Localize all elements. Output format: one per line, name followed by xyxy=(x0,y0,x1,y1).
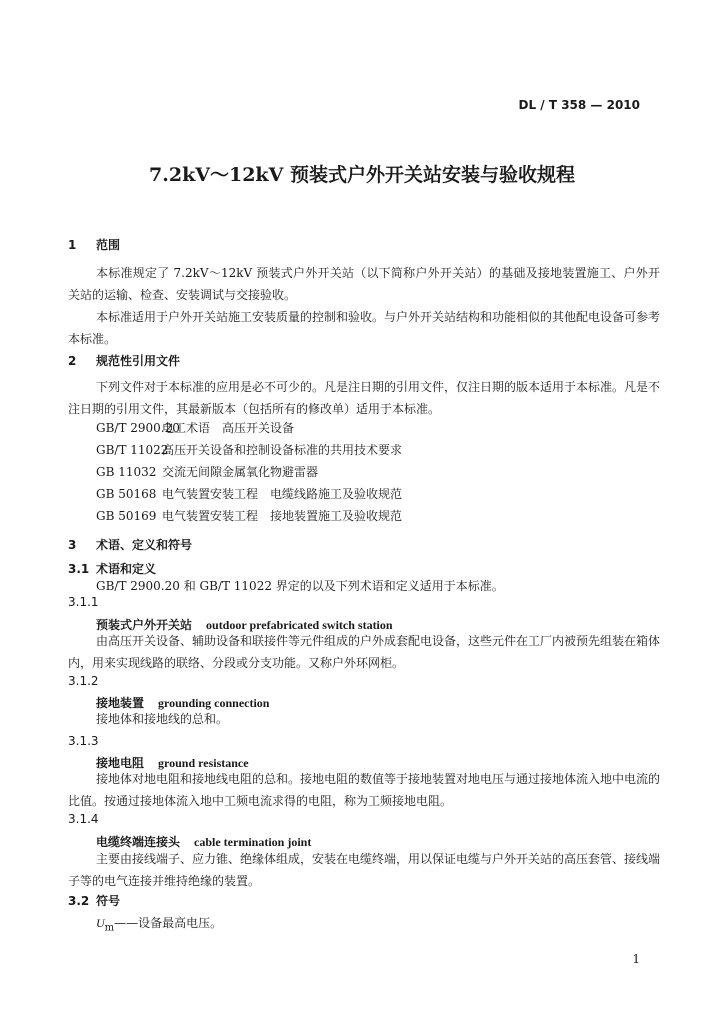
document-title: 7.2kV～12kV 预装式户外开关站安装与验收规程 xyxy=(149,164,575,186)
section-3-2-heading xyxy=(68,892,120,909)
term-definition xyxy=(68,630,660,674)
section-number: 3.1 xyxy=(68,562,90,576)
term-zh: 电缆终端连接头 xyxy=(96,835,181,849)
symbol-description: ——设备最高电压。 xyxy=(114,916,223,930)
term-zh: 接地装置 xyxy=(96,696,145,710)
section-1-heading xyxy=(68,236,120,253)
section-title: 术语、定义和符号 xyxy=(96,538,193,552)
reference-code: GB/T 11022 xyxy=(96,443,169,457)
section-3-1-body xyxy=(68,575,660,597)
symbol-subscript: m xyxy=(104,922,115,934)
paragraph: 接地体和接地线的总和。 xyxy=(96,712,229,726)
section-3-heading xyxy=(68,536,192,553)
term-en: cable termination joint xyxy=(194,835,312,849)
term-number: 3.1.3 xyxy=(68,734,99,748)
symbol-definition xyxy=(96,914,222,933)
section-number: 3.2 xyxy=(68,894,90,908)
section-2-heading xyxy=(68,352,180,369)
term-number: 3.1.2 xyxy=(68,674,99,688)
section-title: 范围 xyxy=(96,238,121,252)
standard-code: DL / T 358 — 2010 xyxy=(518,98,640,112)
section-title: 术语和定义 xyxy=(96,562,157,576)
reference-item xyxy=(96,419,294,436)
reference-item xyxy=(96,441,402,458)
reference-code: GB 50168 xyxy=(96,487,157,501)
reference-item xyxy=(96,507,402,524)
section-number: 3 xyxy=(68,538,77,552)
reference-name: 高压开关设备和控制设备标准的共用技术要求 xyxy=(162,443,403,457)
reference-name: 交流无间隙金属氧化物避雷器 xyxy=(162,465,319,479)
reference-name: 电气装置安装工程 接地装置施工及验收规范 xyxy=(162,509,403,523)
term-zh: 接地电阻 xyxy=(96,756,145,770)
term-en: ground resistance xyxy=(158,756,249,770)
paragraph: 下列文件对于本标准的应用是必不可少的。凡是注日期的引用文件，仅注日期的版本适用于本标准。凡是不注日期的引用文件，其最新版本（包括所有的修改单）适用于本标准。 xyxy=(68,380,661,416)
term-definition xyxy=(68,768,660,812)
term-definition xyxy=(68,708,660,730)
reference-code: GB/T 2900.20 xyxy=(96,421,180,435)
paragraph: 本标准适用于户外开关站施工安装质量的控制和验收。与户外开关站结构和功能相似的其他配电设备可参考本标准。 xyxy=(68,310,661,346)
term-en: outdoor prefabricated switch station xyxy=(206,618,393,632)
reference-name: 电气装置安装工程 电缆线路施工及验收规范 xyxy=(162,487,403,501)
section-number: 2 xyxy=(68,354,77,368)
reference-code: GB 50169 xyxy=(96,509,157,523)
reference-item xyxy=(96,485,402,502)
section-2-body xyxy=(68,376,660,420)
section-title: 符号 xyxy=(96,894,121,908)
paragraph: 本标准规定了 7.2kV～12kV 预装式户外开关站（以下简称户外开关站）的基础及接地装置施工、户外开关站的运输、检查、安装调试与交接验收。 xyxy=(68,266,660,302)
symbol-letter: U xyxy=(96,916,105,930)
page-number: 1 xyxy=(632,952,640,966)
paragraph: 接地体对地电阻和接地线电阻的总和。接地电阻的数值等于接地装置对地电压与通过接地体流入地中电流的比值。按通过接地体流入地中工频电流求得的电阻，称为工频接地电阻。 xyxy=(68,772,661,808)
section-number: 1 xyxy=(68,238,77,252)
section-title: 规范性引用文件 xyxy=(96,354,181,368)
reference-name: 电工术语 高压开关设备 xyxy=(162,421,295,435)
term-en: grounding connection xyxy=(158,696,270,710)
paragraph: 由高压开关设备、辅助设备和联接件等元件组成的户外成套配电设备，这些元件在工厂内被预先组装在箱体内，用来实现线路的联络、分段或分支功能。又称户外环网柜。 xyxy=(68,634,661,670)
paragraph: 主要由接线端子、应力锥、绝缘体组成，安装在电缆终端，用以保证电缆与户外开关站的高压套管、接线端子等的电气连接并维持绝缘的装置。 xyxy=(68,852,661,888)
section-1-body xyxy=(68,262,660,350)
reference-item xyxy=(96,463,318,480)
term-number: 3.1.1 xyxy=(68,595,99,609)
reference-code: GB 11032 xyxy=(96,465,157,479)
term-zh: 预装式户外开关站 xyxy=(96,618,193,632)
term-number: 3.1.4 xyxy=(68,812,99,826)
paragraph: GB/T 2900.20 和 GB/T 11022 界定的以及下列术语和定义适用于本标准。 xyxy=(96,579,504,593)
term-definition xyxy=(68,848,660,892)
